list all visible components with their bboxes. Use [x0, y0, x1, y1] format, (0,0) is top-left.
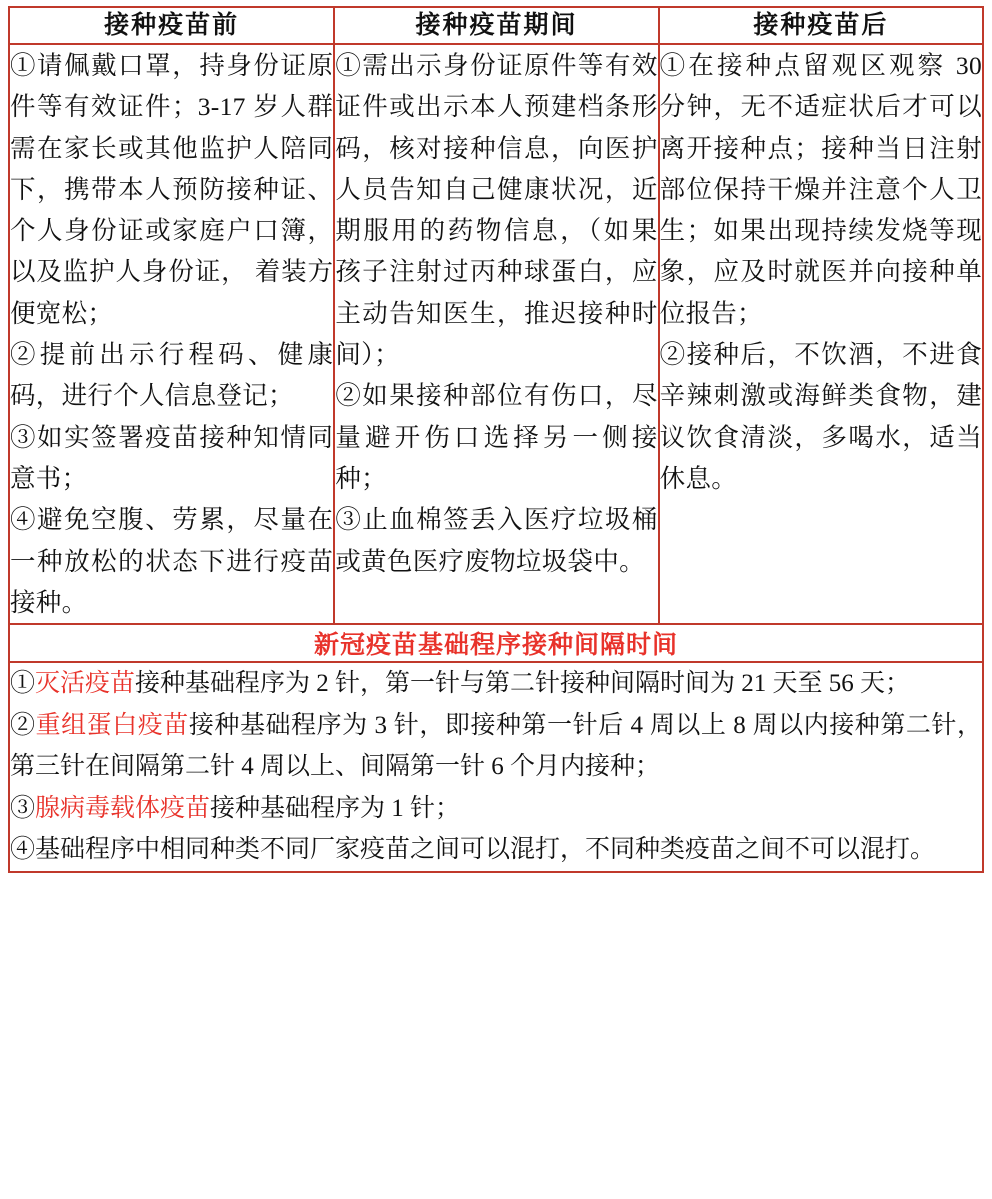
- note-highlight: 灭活疫苗: [35, 670, 136, 698]
- table-header-row: [9, 7, 983, 44]
- list-item: ①在接种点留观区观察 30 分钟，无不适症状后才可以离开接种点；接种当日注射部位保持干燥并注意个人卫生；如果出现持续发烧等现象，应及时就医并向接种单位报告；: [659, 51, 982, 328]
- note-index: ①: [10, 670, 36, 698]
- note-text: 接种基础程序为 3 针，即接种第一针后 4 周以上 8 周以内接种第二针，第三针在间隔第二针 4 周以上、间隔第一针 6 个月内接种；: [10, 711, 982, 781]
- interval-notes-cell: [9, 662, 983, 872]
- note-highlight: 重组蛋白疫苗: [35, 711, 189, 739]
- note-item: [10, 663, 982, 705]
- note-index: ②: [10, 711, 36, 739]
- table-body-row: [9, 44, 983, 624]
- note-item: [10, 705, 982, 788]
- list-item: ②接种后，不饮酒，不进食辛辣刺激或海鲜类食物，建议饮食清淡，多喝水，适当休息。: [659, 340, 982, 493]
- table-header-during: 接种疫苗期间: [334, 7, 658, 44]
- note-text: 接种基础程序为 1 针；: [210, 794, 461, 822]
- vaccination-guide-table: [8, 6, 984, 873]
- note-highlight: 腺病毒载体疫苗: [35, 794, 211, 822]
- column-after-content: [659, 44, 983, 624]
- section-title-row: [9, 624, 983, 662]
- table-header-after: 接种疫苗后: [659, 7, 983, 44]
- list-item: ③如实签署疫苗接种知情同意书；: [10, 422, 334, 493]
- list-item: ②如果接种部位有伤口，尽量避开伤口选择另一侧接种；: [335, 381, 658, 493]
- list-item: ②提前出示行程码、健康码，进行个人信息登记；: [10, 340, 334, 411]
- section-notes-row: [9, 662, 983, 872]
- column-before-content: [9, 44, 334, 624]
- table-header-before: 接种疫苗前: [9, 7, 334, 44]
- note-item: [10, 829, 982, 871]
- list-item: ④避免空腹、劳累，尽量在一种放松的状态下进行疫苗接种。: [10, 505, 334, 617]
- list-item: ①请佩戴口罩，持身份证原件等有效证件；3-17 岁人群需在家长或其他监护人陪同下，携带本人预防接种证、个人身份证或家庭户口簿，以及监护人身份证， 着装方便宽松；: [10, 51, 334, 328]
- interval-section-title-cell: [9, 624, 983, 662]
- interval-section-title: 新冠疫苗基础程序接种间隔时间: [313, 632, 678, 660]
- note-text: 接种基础程序为 2 针，第一针与第二针接种间隔时间为 21 天至 56 天；: [135, 670, 911, 698]
- note-index: ④: [10, 836, 36, 864]
- list-item: ①需出示身份证原件等有效证件或出示本人预建档条形码，核对接种信息，向医护人员告知自己健康状况，近期服用的药物信息，（如果孩子注射过丙种球蛋白，应主动告知医生，推迟接种时间）；: [335, 51, 658, 370]
- note-index: ③: [10, 794, 36, 822]
- note-text: 基础程序中相同种类不同厂家疫苗之间可以混打，不同种类疫苗之间不可以混打。: [35, 836, 936, 864]
- note-item: [10, 788, 982, 830]
- column-during-content: [334, 44, 658, 624]
- list-item: ③止血棉签丢入医疗垃圾桶或黄色医疗废物垃圾袋中。: [335, 505, 658, 576]
